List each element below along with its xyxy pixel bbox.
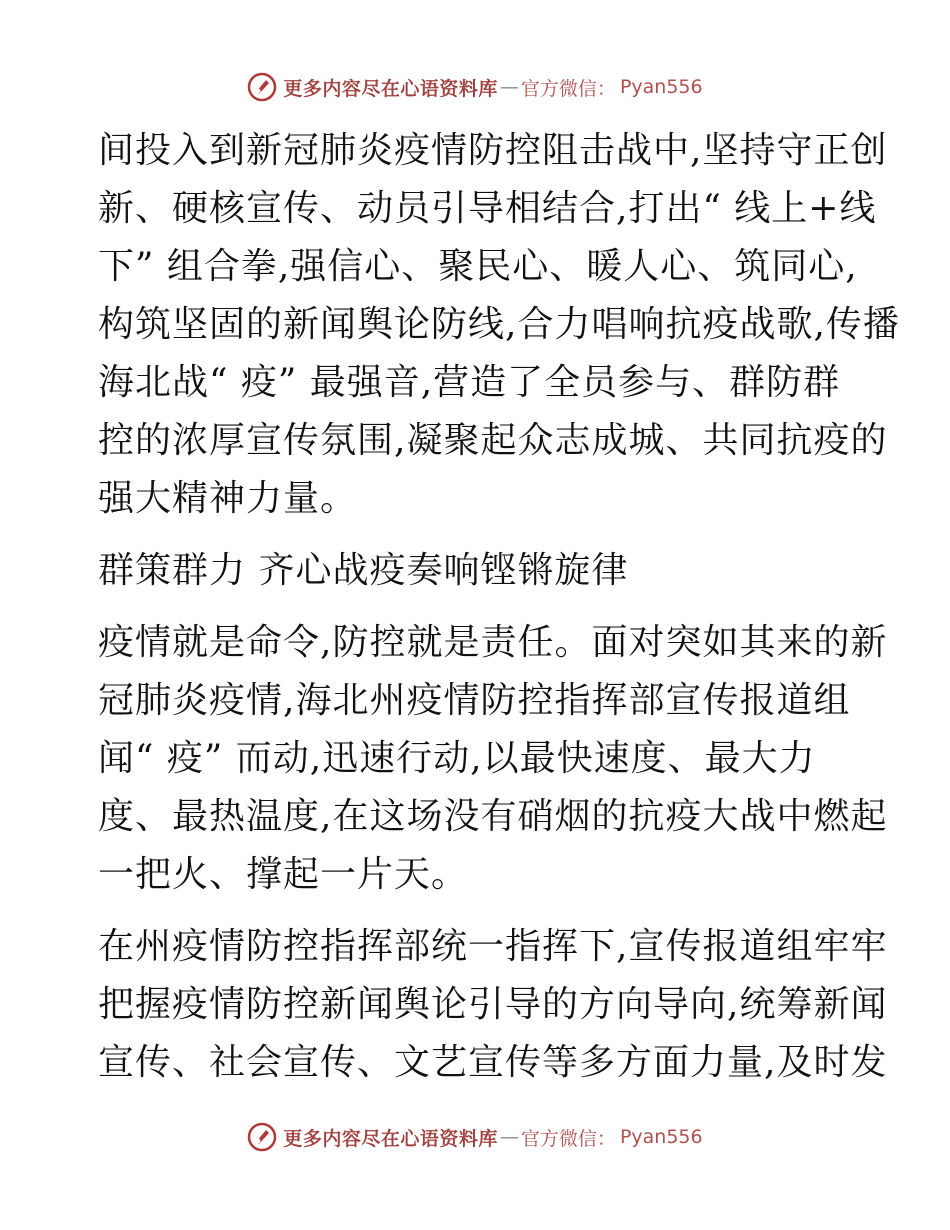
footer-watermark [0, 1122, 950, 1152]
text-line: 控的浓厚宣传氛围,凝聚起众志成城、共同抗疫的 [98, 420, 888, 461]
text-line: 在州疫情防控指挥部统一指挥下,宣传报道组牢牢 [98, 926, 888, 967]
header-watermark [0, 72, 950, 102]
text-line: 下” 组合拳,强信心、聚民心、暖人心、筑同心, [98, 246, 858, 287]
text-line: 强大精神力量。 [98, 478, 358, 519]
text-line: 间投入到新冠肺炎疫情防控阻击战中,坚持守正创 [98, 130, 888, 171]
paragraph-gap [98, 600, 858, 614]
paragraph [98, 918, 888, 1092]
paragraph [98, 122, 900, 528]
text-line: 新、硬核宣传、动员引导相结合,打出“ 线上+线 [98, 188, 877, 229]
watermark-wechat-id: Pyan556 [619, 1126, 703, 1148]
text-line: 冠肺炎疫情,海北州疫情防控指挥部宣传报道组 [98, 680, 851, 721]
document-body [98, 122, 900, 1092]
text-line: 把握疫情防控新闻舆论引导的方向导向,统筹新闻 [98, 984, 888, 1025]
text-line: 疫情就是命令,防控就是责任。面对突如其来的新 [98, 622, 888, 663]
watermark-wechat-label: 官方微信： [520, 77, 616, 100]
watermark-dash: — [499, 1126, 519, 1148]
brand-logo-icon [247, 72, 277, 102]
watermark-site-name: 更多内容尽在心语资料库 [283, 1127, 498, 1150]
section-heading [98, 542, 858, 600]
paragraph [98, 614, 888, 904]
watermark-dash: — [499, 76, 519, 98]
watermark-wechat-label: 官方微信： [520, 1127, 616, 1150]
text-line: 构筑坚固的新闻舆论防线,合力唱响抗疫战歌,传播 [98, 304, 900, 345]
text-line: 宣传、社会宣传、文艺宣传等多方面力量,及时发 [98, 1042, 888, 1083]
text-line: 海北战“ 疫” 最强音,营造了全员参与、群防群 [98, 362, 841, 403]
text-line: 一把火、撑起一片天。 [98, 854, 469, 895]
heading-line: 群策群力 齐心战疫奏响铿锵旋律 [98, 550, 629, 591]
text-line: 度、最热温度,在这场没有硝烟的抗疫大战中燃起 [98, 796, 888, 837]
text-line: 闻“ 疫” 而动,迅速行动,以最快速度、最大力 [98, 738, 816, 779]
paragraph-gap [98, 904, 858, 918]
brand-logo-icon [247, 1122, 277, 1152]
watermark-wechat-id: Pyan556 [619, 76, 703, 98]
paragraph-gap [98, 528, 858, 542]
watermark-site-name: 更多内容尽在心语资料库 [283, 77, 498, 100]
